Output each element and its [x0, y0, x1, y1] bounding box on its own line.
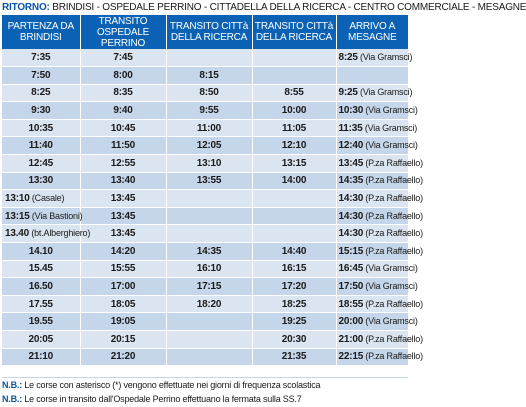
time-value: 19.55 — [28, 316, 53, 328]
time-value: 19:05 — [110, 316, 136, 328]
stop-note: (Via Bastioni) — [29, 210, 83, 221]
table-row — [2, 331, 408, 349]
arrival-cell — [336, 207, 423, 225]
transit-research-1-cell — [166, 348, 252, 366]
transit-research-1-cell — [166, 260, 252, 278]
arrival-cell — [336, 172, 423, 190]
table-row — [2, 172, 408, 190]
time-value: 18:20 — [196, 298, 222, 310]
transit-hospital-cell — [80, 137, 166, 155]
time-value: 16.50 — [28, 281, 53, 293]
time-value: 17.55 — [28, 298, 53, 310]
time-value: 14:00 — [281, 175, 307, 187]
time-value: 17:50 — [338, 281, 364, 293]
transit-research-2-cell — [252, 260, 336, 278]
time-value: 21:00 — [338, 333, 364, 345]
arrival-cell — [336, 155, 423, 173]
time-value: 13:30 — [28, 175, 54, 187]
time-value: 12:40 — [338, 140, 364, 152]
departure-cell — [2, 243, 80, 261]
transit-research-2-cell — [252, 155, 336, 173]
transit-research-2-cell — [252, 102, 336, 120]
time-value: 10:30 — [338, 105, 364, 117]
table-row — [2, 207, 408, 225]
time-value: 7:45 — [113, 52, 133, 64]
transit-research-2-cell — [252, 119, 336, 137]
time-value: 21:20 — [110, 351, 136, 363]
stop-note: (P.za Raffaello) — [363, 175, 423, 186]
departure-cell — [2, 225, 91, 243]
time-value: 14.10 — [28, 245, 53, 257]
time-value: 9:25 — [338, 87, 358, 99]
transit-hospital-cell — [80, 348, 166, 366]
time-value: 11:35 — [338, 122, 363, 134]
table-row — [2, 295, 408, 313]
time-value: 12:55 — [110, 157, 136, 169]
time-value: 12:45 — [28, 157, 54, 169]
timetable-body — [2, 49, 423, 366]
arrival-cell — [336, 67, 408, 85]
transit-hospital-cell — [80, 155, 166, 173]
arrival-cell — [336, 260, 418, 278]
time-value: 13.40 — [5, 228, 30, 240]
transit-research-2-cell — [252, 137, 336, 155]
time-value: 10:00 — [281, 105, 307, 117]
transit-research-1-cell — [166, 190, 252, 208]
stop-note: (Via Gramsci) — [357, 52, 413, 63]
time-value: 15:55 — [110, 263, 136, 275]
transit-research-1-cell — [166, 313, 252, 331]
time-value: 13:55 — [196, 175, 222, 187]
transit-research-2-cell — [252, 67, 336, 85]
table-row — [2, 243, 408, 261]
transit-hospital-cell — [80, 84, 166, 102]
departure-cell — [2, 137, 80, 155]
transit-research-2-cell — [252, 348, 336, 366]
table-row — [2, 313, 408, 331]
transit-hospital-cell — [80, 260, 166, 278]
stop-note: (Via Gramsci) — [363, 281, 418, 292]
table-row — [2, 278, 408, 296]
stop-note: (P.za Raffaello) — [363, 333, 423, 344]
transit-research-2-cell — [252, 331, 336, 349]
transit-research-1-cell — [166, 102, 252, 120]
footnote-text: Le corse con asterisco (*) vengono effettuate nei giorni di frequenza scolastica — [22, 380, 321, 390]
stop-note: (P.za Raffaello) — [363, 351, 423, 362]
transit-research-1-cell — [166, 155, 252, 173]
time-value: 20:00 — [338, 316, 364, 328]
time-value: 11:05 — [281, 122, 307, 134]
arrival-cell — [336, 49, 413, 67]
transit-hospital-cell — [80, 313, 166, 331]
transit-hospital-cell — [80, 172, 166, 190]
time-value: 20:30 — [281, 333, 307, 345]
time-value: 22:15 — [338, 351, 364, 363]
time-value: 14:30 — [338, 210, 364, 222]
departure-cell — [2, 278, 80, 296]
arrival-cell — [336, 295, 423, 313]
time-value: 14:30 — [338, 228, 364, 240]
header-transit-research-2: TRANSITO CITTà DELLA RICERCA — [252, 15, 336, 49]
transit-research-2-cell — [252, 295, 336, 313]
arrival-cell — [336, 348, 423, 366]
time-value: 13:15 — [281, 157, 307, 169]
departure-cell — [2, 119, 80, 137]
stop-note: (P.za Raffaello) — [363, 157, 423, 168]
time-value: 16:15 — [281, 263, 307, 275]
transit-research-1-cell — [166, 137, 252, 155]
time-value: 17:15 — [196, 281, 222, 293]
transit-research-2-cell — [252, 84, 336, 102]
timetable-title — [2, 0, 526, 15]
time-value: 8:25 — [31, 87, 51, 99]
transit-research-1-cell — [166, 172, 252, 190]
table-row — [2, 260, 408, 278]
departure-cell — [2, 49, 80, 67]
time-value: 8:25 — [338, 52, 358, 64]
transit-research-1-cell — [166, 295, 252, 313]
transit-hospital-cell — [80, 49, 166, 67]
transit-hospital-cell — [80, 102, 166, 120]
time-value: 16:45 — [338, 263, 364, 275]
transit-hospital-cell — [80, 119, 166, 137]
time-value: 13:45 — [110, 193, 136, 205]
stop-note: (Via Gramsci) — [357, 87, 413, 98]
stop-note: (P.za Raffaello) — [363, 298, 423, 309]
arrival-cell — [336, 84, 413, 102]
departure-cell — [2, 207, 83, 225]
time-value: 8:50 — [199, 87, 219, 99]
stop-note: (Via Gramsci) — [362, 122, 418, 133]
transit-research-2-cell — [252, 207, 336, 225]
arrival-cell — [336, 225, 423, 243]
time-value: 13:15 — [5, 210, 30, 222]
transit-research-1-cell — [166, 278, 252, 296]
time-value: 9:30 — [31, 105, 51, 117]
time-value: 17:20 — [281, 281, 307, 293]
table-row — [2, 155, 408, 173]
transit-hospital-cell — [80, 278, 166, 296]
time-value: 13:10 — [196, 157, 222, 169]
time-value: 17:00 — [110, 281, 136, 293]
departure-cell — [2, 260, 80, 278]
time-value: 14:20 — [110, 245, 136, 257]
stop-note: (Via Gramsci) — [363, 316, 418, 327]
time-value: 15.45 — [28, 263, 53, 275]
time-value: 8:55 — [284, 87, 304, 99]
arrival-cell — [336, 102, 418, 120]
departure-cell — [2, 102, 80, 120]
table-row — [2, 49, 408, 67]
departure-cell — [2, 190, 80, 208]
time-value: 9:55 — [199, 105, 219, 117]
table-row — [2, 84, 408, 102]
table-row — [2, 119, 408, 137]
table-row — [2, 348, 408, 366]
time-value: 9:40 — [113, 105, 133, 117]
transit-research-1-cell — [166, 225, 252, 243]
transit-research-1-cell — [166, 84, 252, 102]
title-label: RITORNO: — [2, 2, 50, 13]
arrival-cell — [336, 331, 423, 349]
transit-research-1-cell — [166, 243, 252, 261]
timetable — [2, 15, 423, 366]
time-value: 20:15 — [110, 333, 136, 345]
transit-hospital-cell — [80, 243, 166, 261]
transit-research-1-cell — [166, 119, 252, 137]
time-value: 8:35 — [113, 87, 133, 99]
header-transit-hospital: TRANSITO OSPEDALE PERRINO — [80, 15, 166, 49]
time-value: 16:10 — [196, 263, 222, 275]
departure-cell — [2, 155, 80, 173]
stop-note: (Via Gramsci) — [363, 105, 418, 116]
transit-research-2-cell — [252, 225, 336, 243]
table-row — [2, 102, 408, 120]
departure-cell — [2, 67, 80, 85]
footnote — [2, 377, 408, 391]
departure-cell — [2, 295, 80, 313]
arrival-cell — [336, 190, 423, 208]
time-value: 20:05 — [28, 333, 54, 345]
time-value: 11:50 — [110, 140, 136, 152]
arrival-cell — [336, 313, 418, 331]
time-value: 7:35 — [31, 52, 51, 64]
departure-cell — [2, 331, 80, 349]
transit-research-2-cell — [252, 172, 336, 190]
time-value: 13:45 — [338, 157, 364, 169]
title-route: BRINDISI - OSPEDALE PERRINO - CITTADELLA DELLA RICERCA - CENTRO COMMERCIALE - MESAGNE — [49, 2, 526, 13]
time-value: 18:05 — [110, 298, 136, 310]
table-row — [2, 137, 408, 155]
transit-research-2-cell — [252, 313, 336, 331]
time-value: 10:35 — [28, 122, 54, 134]
time-value: 14:35 — [196, 245, 222, 257]
header-arrival: ARRIVO A MESAGNE — [336, 15, 408, 49]
time-value: 19:25 — [281, 316, 307, 328]
time-value: 21:10 — [28, 351, 54, 363]
time-value: 13:45 — [110, 210, 136, 222]
departure-cell — [2, 172, 80, 190]
time-value: 13:45 — [110, 228, 136, 240]
time-value: 8:15 — [199, 69, 219, 81]
header-transit-research-1: TRANSITO CITTà DELLA RICERCA — [166, 15, 252, 49]
table-row — [2, 67, 408, 85]
transit-hospital-cell — [80, 207, 166, 225]
time-value: 14:30 — [338, 193, 364, 205]
departure-cell — [2, 313, 80, 331]
arrival-cell — [336, 119, 418, 137]
table-row — [2, 225, 408, 243]
transit-research-1-cell — [166, 67, 252, 85]
stop-note: (Via Gramsci) — [363, 263, 418, 274]
transit-hospital-cell — [80, 190, 166, 208]
transit-research-2-cell — [252, 243, 336, 261]
arrival-cell — [336, 137, 418, 155]
departure-cell — [2, 84, 80, 102]
time-value: 13:40 — [110, 175, 136, 187]
time-value: 14:35 — [338, 175, 364, 187]
stop-note: (Via Gramsci) — [363, 140, 418, 151]
time-value: 18:25 — [281, 298, 307, 310]
arrival-cell — [336, 278, 418, 296]
transit-hospital-cell — [80, 67, 166, 85]
time-value: 11:00 — [196, 122, 222, 134]
transit-research-2-cell — [252, 49, 336, 67]
header-departure: PARTENZA DA BRINDISI — [2, 15, 80, 49]
stop-note: (P.za Raffaello) — [363, 210, 423, 221]
transit-research-2-cell — [252, 278, 336, 296]
time-value: 10:45 — [110, 122, 136, 134]
table-row — [2, 190, 408, 208]
time-value: 12:05 — [196, 140, 222, 152]
transit-research-2-cell — [252, 190, 336, 208]
time-value: 11:40 — [28, 140, 53, 152]
time-value: 15:15 — [338, 245, 364, 257]
header-row — [2, 15, 408, 49]
stop-note: (P.za Raffaello) — [363, 228, 423, 239]
footnote-text: Le corse in transito dall'Ospedale Perrino effettuano la fermata sulla SS.7 — [22, 394, 302, 404]
time-value: 14:40 — [281, 245, 307, 257]
time-value: 13:10 — [5, 193, 30, 205]
footnote-label: N.B.: — [2, 380, 22, 390]
stop-note: (P.za Raffaello) — [363, 193, 423, 204]
time-value: 18:55 — [338, 298, 364, 310]
time-value: 12:10 — [281, 140, 307, 152]
arrival-cell — [336, 243, 423, 261]
transit-research-1-cell — [166, 49, 252, 67]
transit-hospital-cell — [80, 331, 166, 349]
transit-hospital-cell — [80, 295, 166, 313]
time-value: 21:35 — [281, 351, 307, 363]
stop-note: (bt.Alberghiero) — [29, 228, 91, 239]
stop-note: (Casale) — [29, 193, 65, 204]
footnote-label: N.B.: — [2, 394, 22, 404]
time-value: 8:00 — [113, 69, 133, 81]
transit-hospital-cell — [80, 225, 166, 243]
footnote — [2, 392, 408, 406]
time-value: 7:50 — [31, 69, 51, 81]
transit-research-1-cell — [166, 331, 252, 349]
transit-research-1-cell — [166, 207, 252, 225]
stop-note: (P.za Raffaello) — [363, 245, 423, 256]
departure-cell — [2, 348, 80, 366]
